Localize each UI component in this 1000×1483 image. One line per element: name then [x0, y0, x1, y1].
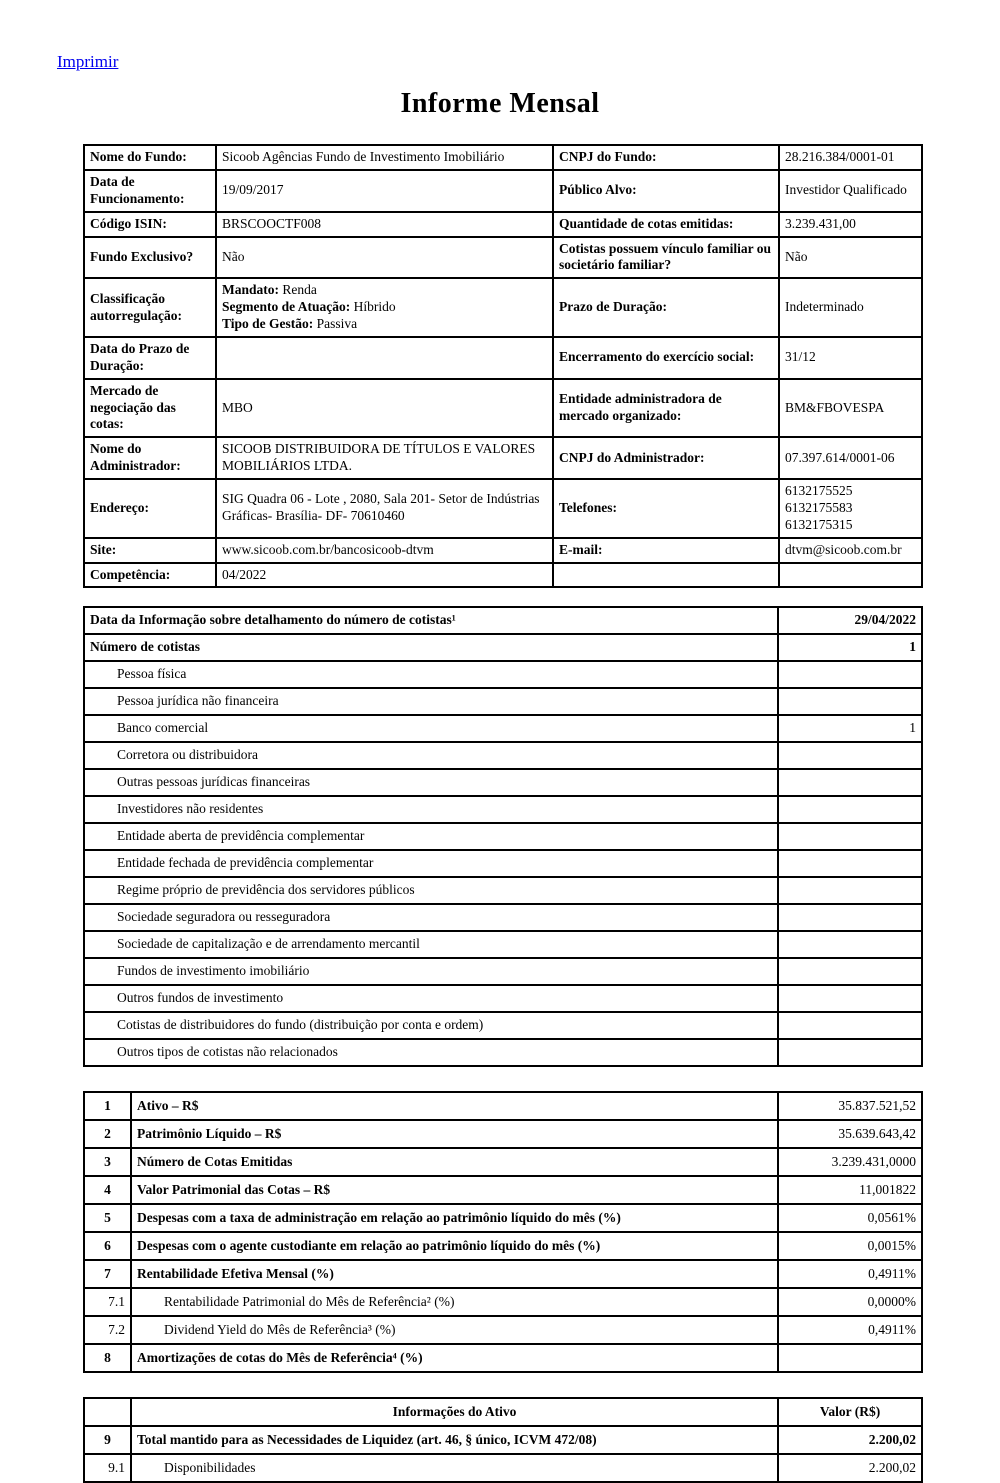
empty-cell	[779, 563, 922, 588]
table-row	[84, 145, 922, 170]
ativo-row	[84, 1426, 922, 1454]
ativo-value: 2.200,02	[778, 1426, 922, 1454]
label-data-funcionamento: Data de Funcionamento:	[84, 170, 216, 212]
value-vinculo-familiar: Não	[779, 237, 922, 279]
empty-cell	[553, 563, 779, 588]
cotista-label: Pessoa jurídica não financeira	[84, 688, 778, 715]
table-row	[84, 278, 922, 337]
financial-num: 2	[84, 1120, 131, 1148]
financial-label: Despesas com o agente custodiante em relação ao patrimônio líquido do mês (%)	[131, 1232, 778, 1260]
label-cnpj-fundo: CNPJ do Fundo:	[553, 145, 779, 170]
cotistas-header-label: Data da Informação sobre detalhamento do número de cotistas¹	[84, 607, 778, 634]
value-data-prazo-duracao	[216, 337, 553, 379]
cotista-row	[84, 850, 922, 877]
table-row	[84, 337, 922, 379]
telefone-3: 6132175315	[785, 516, 853, 532]
financial-value: 0,0561%	[778, 1204, 922, 1232]
financial-num: 5	[84, 1204, 131, 1232]
label-nome-administrador: Nome do Administrador:	[84, 437, 216, 479]
cotista-value	[778, 769, 922, 796]
label-classificacao: Classificação autorregulação:	[84, 278, 216, 337]
financial-row	[84, 1344, 922, 1372]
print-link[interactable]: Imprimir	[57, 52, 119, 71]
financial-value: 0,0015%	[778, 1232, 922, 1260]
financial-value: 11,001822	[778, 1176, 922, 1204]
value-mercado-negociacao: MBO	[216, 379, 553, 438]
cotista-row	[84, 877, 922, 904]
classificacao-mandato-label: Mandato:	[222, 282, 279, 298]
cotistas-total-label: Número de cotistas	[84, 634, 778, 661]
cotista-label: Outras pessoas jurídicas financeiras	[84, 769, 778, 796]
classificacao-segmento-label: Segmento de Atuação:	[222, 299, 351, 315]
financial-label: Número de Cotas Emitidas	[131, 1148, 778, 1176]
financial-label: Dividend Yield do Mês de Referência³ (%)	[131, 1316, 778, 1344]
value-publico-alvo: Investidor Qualificado	[779, 170, 922, 212]
cotista-row	[84, 769, 922, 796]
financial-value: 3.239.431,0000	[778, 1148, 922, 1176]
table-row	[84, 563, 922, 588]
cotista-row	[84, 1012, 922, 1039]
value-encerramento-exercicio: 31/12	[779, 337, 922, 379]
cotista-label: Outros fundos de investimento	[84, 985, 778, 1012]
ativo-header-row	[84, 1398, 922, 1426]
label-email: E-mail:	[553, 538, 779, 563]
page-title: Informe Mensal	[400, 88, 600, 119]
financial-row	[84, 1176, 922, 1204]
value-cnpj-fundo: 28.216.384/0001-01	[779, 145, 922, 170]
cotista-row	[84, 931, 922, 958]
ativo-value: 2.200,02	[778, 1454, 922, 1482]
label-fundo-exclusivo: Fundo Exclusivo?	[84, 237, 216, 279]
cotista-value	[778, 823, 922, 850]
financial-subrow	[84, 1316, 922, 1344]
value-fundo-exclusivo: Não	[216, 237, 553, 279]
value-prazo-duracao: Indeterminado	[779, 278, 922, 337]
label-qtd-cotas-emitidas: Quantidade de cotas emitidas:	[553, 212, 779, 237]
label-codigo-isin: Código ISIN:	[84, 212, 216, 237]
label-prazo-duracao: Prazo de Duração:	[553, 278, 779, 337]
cotista-label: Corretora ou distribuidora	[84, 742, 778, 769]
financial-label: Despesas com a taxa de administração em relação ao patrimônio líquido do mês (%)	[131, 1204, 778, 1232]
table-row	[84, 170, 922, 212]
value-classificacao	[216, 278, 553, 337]
cotista-label: Entidade fechada de previdência complementar	[84, 850, 778, 877]
financial-value	[778, 1344, 922, 1372]
cotista-label: Fundos de investimento imobiliário	[84, 958, 778, 985]
label-encerramento-exercicio: Encerramento do exercício social:	[553, 337, 779, 379]
cotista-row	[84, 1039, 922, 1066]
cotista-row	[84, 661, 922, 688]
ativo-label: Total mantido para as Necessidades de Liquidez (art. 46, § único, ICVM 472/08)	[131, 1426, 778, 1454]
cotista-label: Sociedade de capitalização e de arrendamento mercantil	[84, 931, 778, 958]
value-entidade-administradora: BM&FBOVESPA	[779, 379, 922, 438]
cotista-value	[778, 985, 922, 1012]
classificacao-gestao	[222, 316, 547, 333]
table-row	[84, 479, 922, 538]
cotista-row	[84, 688, 922, 715]
cotista-value	[778, 850, 922, 877]
value-nome-administrador: SICOOB DISTRIBUIDORA DE TÍTULOS E VALORES MOBILIÁRIOS LTDA.	[216, 437, 553, 479]
ativo-header-title: Informações do Ativo	[131, 1398, 778, 1426]
financial-row	[84, 1120, 922, 1148]
financial-label: Rentabilidade Efetiva Mensal (%)	[131, 1260, 778, 1288]
financial-num: 3	[84, 1148, 131, 1176]
label-cnpj-administrador: CNPJ do Administrador:	[553, 437, 779, 479]
cotista-value	[778, 742, 922, 769]
financials-table	[83, 1091, 923, 1373]
cotista-value	[778, 1012, 922, 1039]
label-entidade-administradora: Entidade administradora de mercado organizado:	[553, 379, 779, 438]
ativo-subrow	[84, 1454, 922, 1482]
cotistas-table	[83, 606, 923, 1067]
empty-cell	[84, 1398, 131, 1426]
financial-row	[84, 1148, 922, 1176]
cotista-label: Entidade aberta de previdência complementar	[84, 823, 778, 850]
cotista-value	[778, 904, 922, 931]
table-row	[84, 437, 922, 479]
label-vinculo-familiar: Cotistas possuem vínculo familiar ou societário familiar?	[553, 237, 779, 279]
value-telefones	[779, 479, 922, 538]
financial-value: 0,0000%	[778, 1288, 922, 1316]
label-data-prazo-duracao: Data do Prazo de Duração:	[84, 337, 216, 379]
financial-num: 7.1	[84, 1288, 131, 1316]
financial-num: 6	[84, 1232, 131, 1260]
financial-value: 35.639.643,42	[778, 1120, 922, 1148]
financial-label: Amortizações de cotas do Mês de Referência⁴ (%)	[131, 1344, 778, 1372]
table-row	[84, 237, 922, 279]
cotista-label: Outros tipos de cotistas não relacionados	[84, 1039, 778, 1066]
financial-num: 4	[84, 1176, 131, 1204]
label-telefones: Telefones:	[553, 479, 779, 538]
classificacao-mandato	[222, 282, 547, 299]
value-site: www.sicoob.com.br/bancosicoob-dtvm	[216, 538, 553, 563]
financial-value: 35.837.521,52	[778, 1092, 922, 1120]
value-cnpj-administrador: 07.397.614/0001-06	[779, 437, 922, 479]
financial-row	[84, 1232, 922, 1260]
financial-row	[84, 1204, 922, 1232]
cotistas-total-row	[84, 634, 922, 661]
financial-label: Rentabilidade Patrimonial do Mês de Referência² (%)	[131, 1288, 778, 1316]
value-email: dtvm@sicoob.com.br	[779, 538, 922, 563]
cotista-label: Banco comercial	[84, 715, 778, 742]
ativo-table	[83, 1397, 923, 1483]
ativo-num: 9	[84, 1426, 131, 1454]
classificacao-gestao-label: Tipo de Gestão:	[222, 316, 314, 331]
cotistas-total-value: 1	[778, 634, 922, 661]
classificacao-gestao-value: Passiva	[313, 316, 358, 331]
table-row	[84, 538, 922, 563]
value-nome-do-fundo: Sicoob Agências Fundo de Investimento Imobiliário	[216, 145, 553, 170]
cotista-label: Regime próprio de previdência dos servidores públicos	[84, 877, 778, 904]
cotista-label: Pessoa física	[84, 661, 778, 688]
financial-label: Ativo – R$	[131, 1092, 778, 1120]
financial-num: 7	[84, 1260, 131, 1288]
ativo-header-value: Valor (R$)	[778, 1398, 922, 1426]
cotista-value: 1	[778, 715, 922, 742]
ativo-label: Disponibilidades	[131, 1454, 778, 1482]
financial-value: 0,4911%	[778, 1316, 922, 1344]
financial-label: Valor Patrimonial das Cotas – R$	[131, 1176, 778, 1204]
cotista-value	[778, 877, 922, 904]
value-codigo-isin: BRSCOOCTF008	[216, 212, 553, 237]
ativo-num: 9.1	[84, 1454, 131, 1482]
financial-num: 8	[84, 1344, 131, 1372]
financial-row	[84, 1092, 922, 1120]
cotista-value	[778, 688, 922, 715]
cotista-label: Cotistas de distribuidores do fundo (distribuição por conta e ordem)	[84, 1012, 778, 1039]
label-publico-alvo: Público Alvo:	[553, 170, 779, 212]
cotista-label: Investidores não residentes	[84, 796, 778, 823]
value-qtd-cotas-emitidas: 3.239.431,00	[779, 212, 922, 237]
fund-info-table	[83, 144, 923, 588]
cotista-row	[84, 823, 922, 850]
value-endereco: SIG Quadra 06 - Lote , 2080, Sala 201- Setor de Indústrias Gráficas- Brasília- DF- 70610460	[216, 479, 553, 538]
label-mercado-negociacao: Mercado de negociação das cotas:	[84, 379, 216, 438]
cotista-row	[84, 904, 922, 931]
financial-value: 0,4911%	[778, 1260, 922, 1288]
label-endereco: Endereço:	[84, 479, 216, 538]
financial-num: 1	[84, 1092, 131, 1120]
financial-label: Patrimônio Líquido – R$	[131, 1120, 778, 1148]
value-data-funcionamento: 19/09/2017	[216, 170, 553, 212]
telefone-2: 6132175583	[785, 499, 853, 515]
cotista-value	[778, 958, 922, 985]
financial-num: 7.2	[84, 1316, 131, 1344]
label-competencia: Competência:	[84, 563, 216, 588]
cotista-row	[84, 715, 922, 742]
classificacao-segmento-value: Híbrido	[350, 299, 396, 315]
cotistas-header-value: 29/04/2022	[778, 607, 922, 634]
table-row	[84, 212, 922, 237]
cotista-value	[778, 796, 922, 823]
value-competencia: 04/2022	[216, 563, 553, 588]
financial-row	[84, 1260, 922, 1288]
table-row	[84, 379, 922, 438]
cotistas-header-row	[84, 607, 922, 634]
cotista-row	[84, 958, 922, 985]
cotista-value	[778, 931, 922, 958]
cotista-value	[778, 661, 922, 688]
cotista-row	[84, 742, 922, 769]
classificacao-mandato-value: Renda	[279, 282, 317, 298]
financial-subrow	[84, 1288, 922, 1316]
label-nome-do-fundo: Nome do Fundo:	[84, 145, 216, 170]
telefone-1: 6132175525	[785, 483, 853, 498]
cotista-label: Sociedade seguradora ou resseguradora	[84, 904, 778, 931]
label-site: Site:	[84, 538, 216, 563]
cotista-value	[778, 1039, 922, 1066]
cotista-row	[84, 985, 922, 1012]
cotista-row	[84, 796, 922, 823]
classificacao-segmento	[222, 299, 547, 316]
